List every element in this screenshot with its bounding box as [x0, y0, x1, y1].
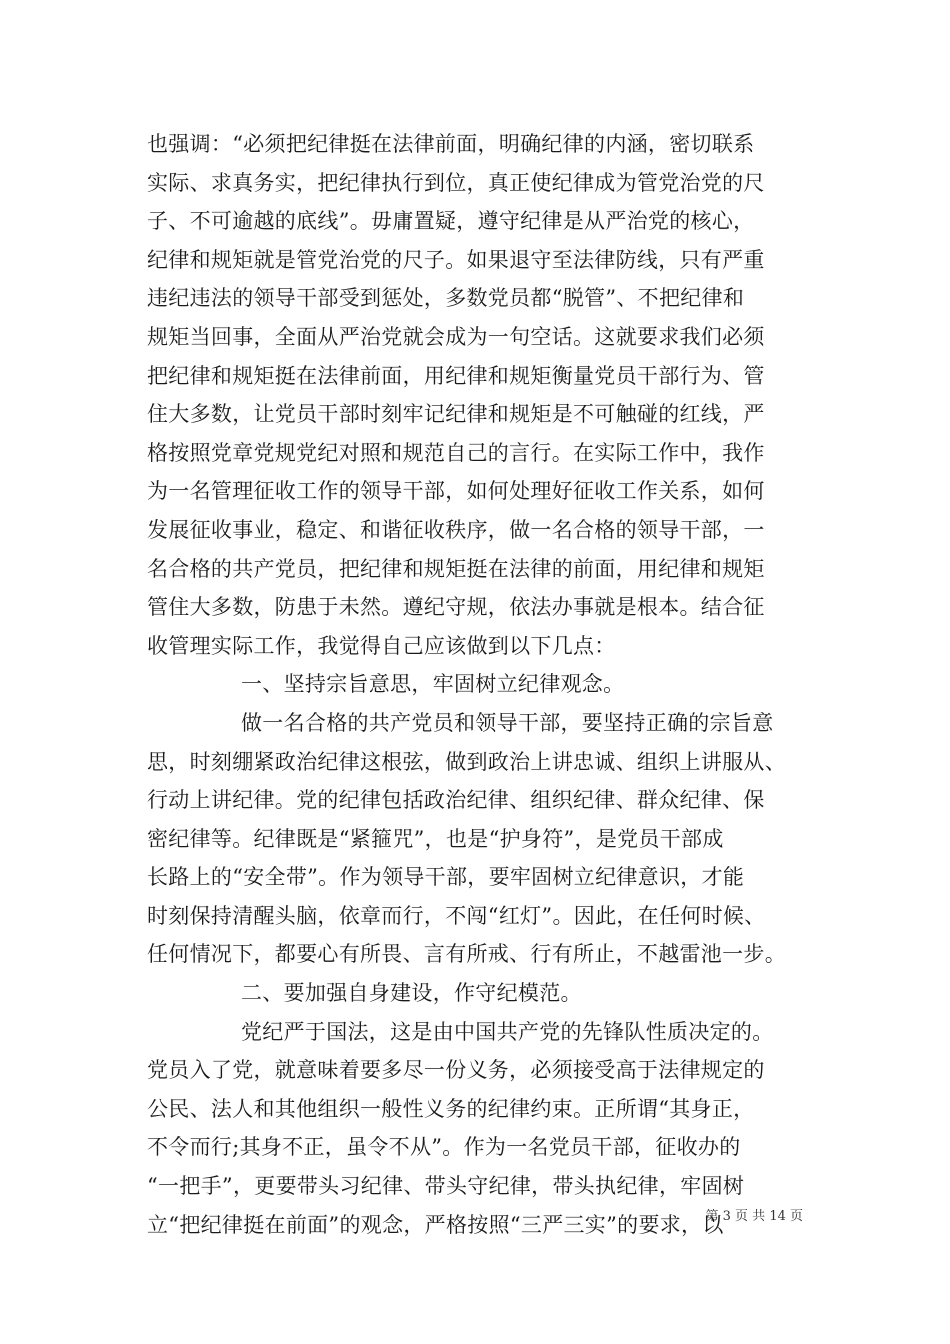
text-line: 收管理实际工作，我觉得自己应该做到以下几点：	[147, 633, 616, 658]
text-line: 纪律和规矩就是管党治党的尺子。如果退守至法律防线，只有严重	[147, 247, 765, 272]
text-line: 子、不可逾越的底线”。毋庸置疑，遵守纪律是从严治党的核心，	[147, 209, 755, 234]
body-text	[147, 125, 815, 1244]
text-line: 格按照党章党规党纪对照和规范自己的言行。在实际工作中，我作	[147, 440, 765, 465]
text-line: 密纪律等。纪律既是“紧箍咒”，也是“护身符”，是党员干部成	[147, 826, 724, 851]
text-line: 任何情况下，都要心有所畏、言有所戒、行有所止，不越雷池一步。	[147, 942, 786, 967]
text-line: 做一名合格的共产党员和领导干部，要坚持正确的宗旨意	[241, 710, 774, 735]
text-line: 名合格的共产党员，把纪律和规矩挺在法律的前面，用纪律和规矩	[147, 556, 765, 581]
text-line: 发展征收事业，稳定、和谐征收秩序，做一名合格的领导干部，一	[147, 517, 765, 542]
text-line: 立“把纪律挺在前面”的观念，严格按照“三严三实”的要求，以	[147, 1212, 724, 1237]
text-line: 违纪违法的领导干部受到惩处，多数党员都“脱管”、不把纪律和	[147, 286, 745, 311]
text-line: 不令而行;其身不正，虽令不从”。作为一名党员干部，征收办的	[147, 1135, 741, 1160]
text-line: 为一名管理征收工作的领导干部，如何处理好征收工作关系，如何	[147, 479, 765, 504]
text-line: 长路上的“安全带”。作为领导干部，要牢固树立纪律意识，才能	[147, 865, 745, 890]
text-line: 管住大多数，防患于未然。遵纪守规，依法办事就是根本。结合征	[147, 595, 765, 620]
text-line: 党纪严于国法，这是由中国共产党的先锋队性质决定的。	[241, 1019, 774, 1044]
page-number-footer: 第 3 页 共 14 页	[705, 1209, 803, 1224]
text-line: 规矩当回事，全面从严治党就会成为一句空话。这就要求我们必须	[147, 324, 765, 349]
text-line: 行动上讲纪律。党的纪律包括政治纪律、组织纪律、群众纪律、保	[147, 788, 765, 813]
text-line: 党员入了党，就意味着要多尽一份义务，必须接受高于法律规定的	[147, 1058, 765, 1083]
section-heading-1: 一、坚持宗旨意思，牢固树立纪律观念。	[241, 672, 625, 697]
text-line: 把纪律和规矩挺在法律前面，用纪律和规矩衡量党员干部行为、管	[147, 363, 765, 388]
text-line: 时刻保持清醒头脑，依章而行，不闯“红灯”。因此，在任何时候、	[147, 903, 766, 928]
text-line: 实际、求真务实，把纪律执行到位，真正使纪律成为管党治党的尺	[147, 170, 765, 195]
text-line: 公民、法人和其他组织一般性义务的纪律约束。正所谓“其身正，	[147, 1096, 755, 1121]
text-line: 也强调：“必须把纪律挺在法律前面，明确纪律的内涵，密切联系	[147, 132, 755, 156]
text-line: 思，时刻绷紧政治纪律这根弦，做到政治上讲忠诚、组织上讲服从、	[147, 749, 786, 774]
section-heading-2: 二、要加强自身建设，作守纪模范。	[241, 981, 582, 1006]
text-line: “一把手”，更要带头习纪律、带头守纪律，带头执纪律，牢固树	[147, 1174, 745, 1199]
text-line: 住大多数，让党员干部时刻牢记纪律和规矩是不可触碰的红线，严	[147, 402, 765, 427]
